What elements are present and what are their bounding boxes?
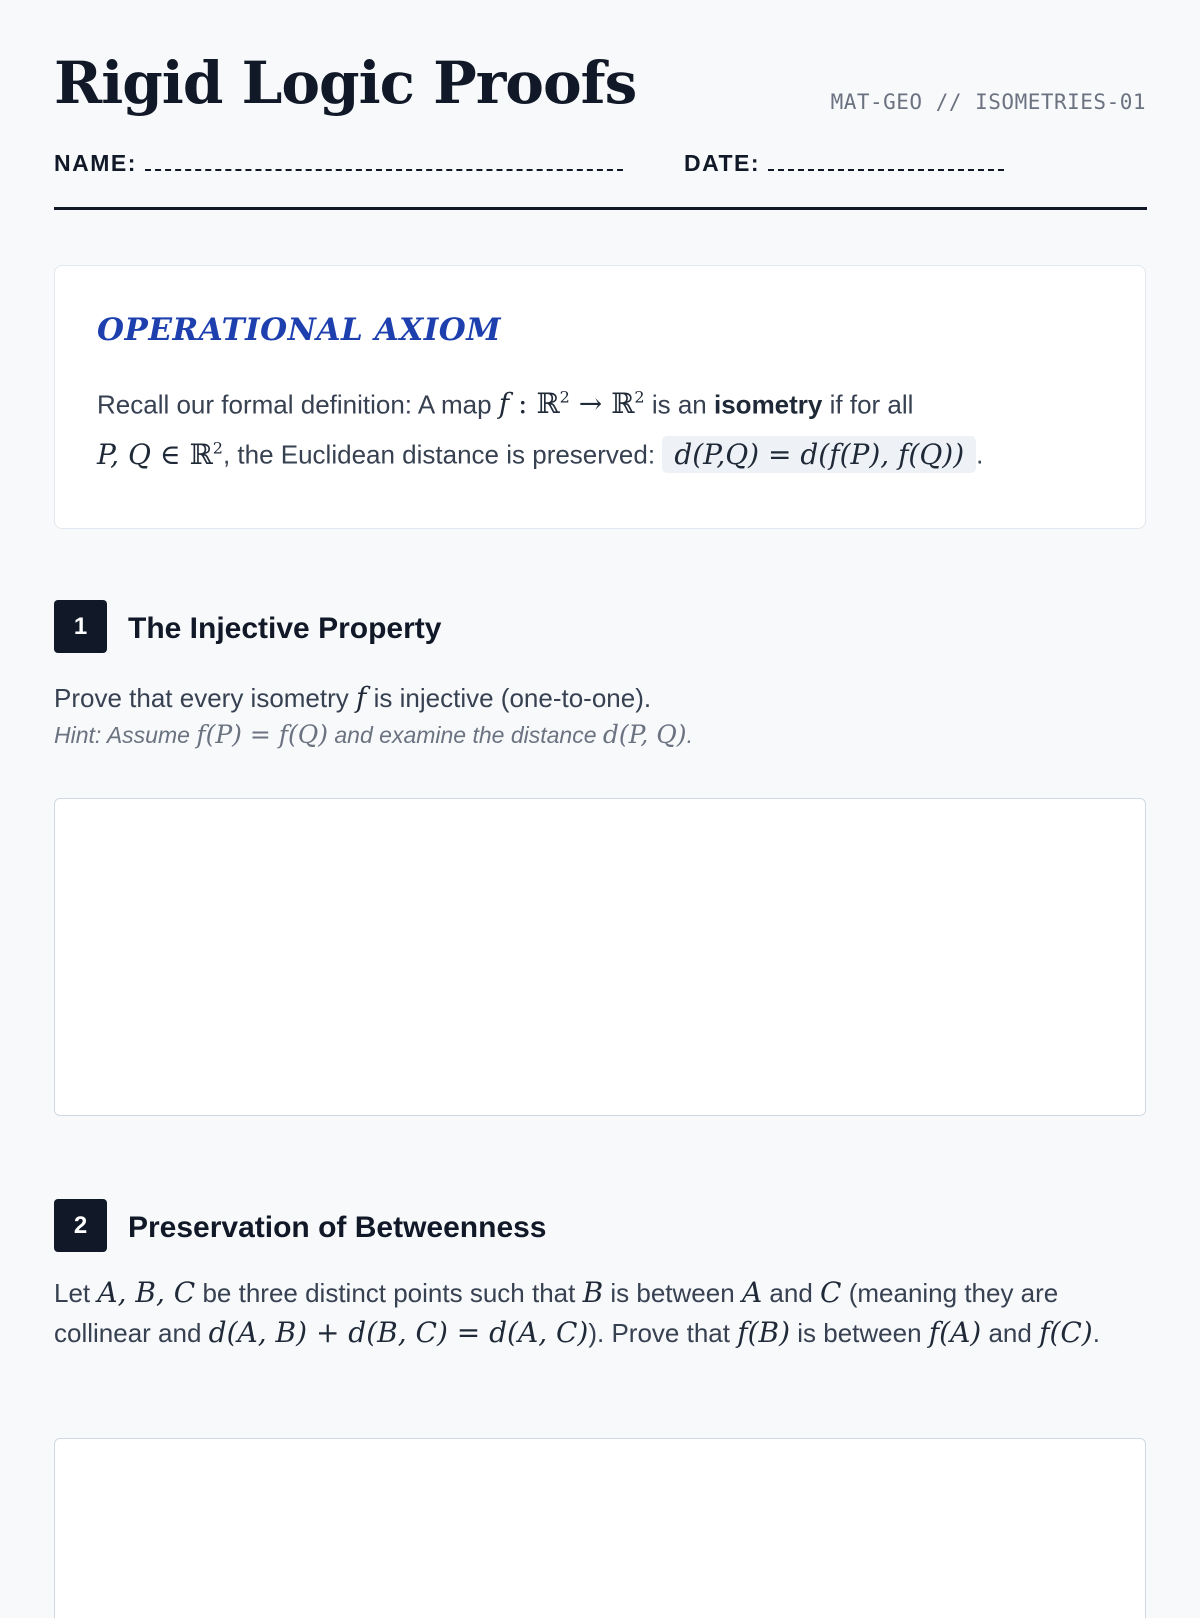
- question-2: [54, 1199, 1146, 1353]
- header-divider: [54, 207, 1147, 210]
- answer-box[interactable]: [54, 1438, 1146, 1618]
- axiom-text-part: if for all: [829, 389, 914, 420]
- axiom-text-end: .: [976, 439, 984, 470]
- math-fb: f(B): [737, 1316, 791, 1349]
- question-number-badge: 2: [54, 1199, 107, 1252]
- hint-distance: d(P, Q): [602, 720, 687, 749]
- prompt-text: Prove that every isometry: [54, 683, 349, 713]
- math-a: A: [741, 1276, 763, 1309]
- map-formula: f : ℝ$^2$ → ℝ$^2$: [498, 387, 645, 421]
- math-c: C: [820, 1276, 842, 1309]
- date-blank-line[interactable]: [768, 155, 1004, 171]
- math-fa: f(A): [928, 1316, 982, 1349]
- question-prompt: [54, 678, 1146, 718]
- axiom-heading: OPERATIONAL AXIOM: [97, 312, 502, 348]
- prompt-end: .: [1092, 1318, 1100, 1348]
- answer-box[interactable]: [54, 798, 1146, 1116]
- axiom-text: [97, 376, 1103, 477]
- name-field[interactable]: [54, 150, 623, 177]
- hint-formula: f(P) = f(Q): [196, 720, 328, 749]
- axiom-card: [54, 265, 1146, 529]
- hint-text: Hint: Assume: [54, 722, 190, 748]
- question-header: [54, 600, 1146, 654]
- prompt-text: is injective (one-to-one).: [373, 683, 652, 713]
- domain-formula: P, Q ∈ ℝ$^2$: [97, 437, 223, 471]
- name-blank-line[interactable]: [145, 155, 623, 171]
- question-title: Preservation of Betweenness: [128, 1211, 547, 1244]
- question-header: [54, 1199, 1146, 1253]
- date-field[interactable]: [684, 150, 1004, 177]
- question-prompt: [54, 1273, 1146, 1353]
- prompt-text: ). Prove that: [588, 1318, 730, 1348]
- question-1: [54, 600, 1146, 749]
- prompt-text: (meaning they are collinear and: [54, 1278, 1059, 1348]
- math-points: A, B, C: [97, 1276, 196, 1309]
- question-number-badge: 1: [54, 600, 107, 653]
- prompt-text: Let: [54, 1278, 91, 1308]
- collinear-formula: d(A, B) + d(B, C) = d(A, C): [208, 1316, 589, 1349]
- prompt-text: is between: [797, 1318, 922, 1348]
- distance-formula: d(P,Q) = d(f(P), f(Q)): [662, 436, 976, 473]
- prompt-text: be three distinct points such that: [202, 1278, 576, 1308]
- prompt-text: and: [769, 1278, 813, 1308]
- hint-text: and examine the distance: [334, 722, 597, 748]
- math-f: f: [356, 681, 367, 714]
- prompt-text: is between: [610, 1278, 735, 1308]
- date-label: DATE:: [684, 150, 761, 176]
- course-code: MAT-GEO // ISOMETRIES-01: [830, 90, 1146, 114]
- math-b: B: [582, 1276, 604, 1309]
- math-fc: f(C): [1039, 1316, 1093, 1349]
- axiom-text-part: is an: [651, 389, 707, 420]
- isometry-term: isometry: [714, 389, 823, 420]
- hint-end: .: [686, 722, 693, 748]
- question-title: The Injective Property: [128, 612, 442, 645]
- axiom-text-part: Recall our formal definition: A map: [97, 389, 492, 420]
- question-hint: [54, 720, 1146, 749]
- worksheet-title: Rigid Logic Proofs: [54, 49, 637, 117]
- name-label: NAME:: [54, 150, 137, 176]
- axiom-text-part: , the Euclidean distance is preserved:: [222, 439, 656, 470]
- prompt-text: and: [988, 1318, 1032, 1348]
